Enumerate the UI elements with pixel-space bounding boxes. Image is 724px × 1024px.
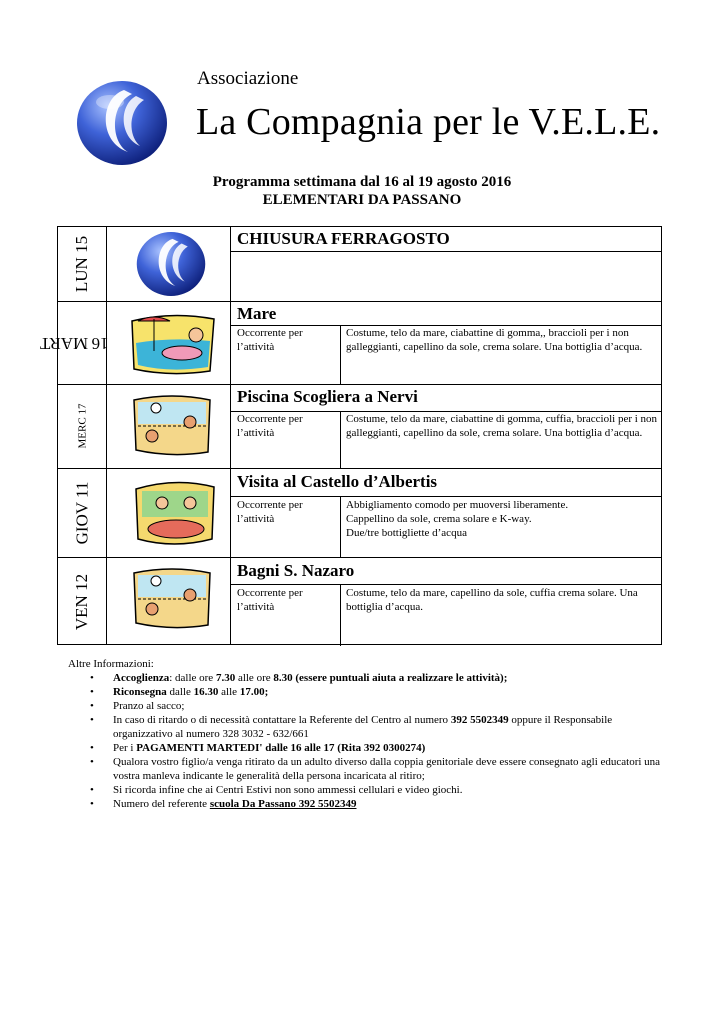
activity-title: Piscina Scogliera a Nervi — [237, 387, 418, 406]
list-item: • Riconsegna dalle 16.30 alle 17.00; — [68, 685, 668, 699]
association-logo-icon — [76, 80, 168, 166]
occorrente-label: Occorrente per l’attività — [237, 413, 303, 439]
other-info-list — [68, 671, 668, 811]
volleyball-icon — [128, 565, 216, 631]
occorrente-label: Occorrente per l’attività — [237, 499, 303, 525]
list-item: • In caso di ritardo o di necessità contattare la Referente del Centro al numero 392 5502349 oppure il Responsabile organizzativo al numero 328 3032 - 632/661 — [68, 713, 668, 741]
program-subtitle: Programma settimana dal 16 al 19 agosto 2016 — [212, 174, 512, 190]
day-label-wednesday: MERC 17 — [76, 403, 88, 449]
list-item: • Accoglienza: dalle ore 7.30 alle ore 8.30 (essere puntuali aiuta a realizzare le attività); — [68, 671, 668, 685]
list-item: • Qualora vostro figlio/a venga ritirato da un adulto diverso dalla coppia genitoriale deve essere consegnato agli educatori una vostra manleva indicante le generalità della persona incaricata al ritiro; — [68, 755, 668, 783]
other-info-section — [68, 657, 668, 811]
activity-description: Costume, telo da mare, ciabattine di gomma, cuffia, braccioli per i non galleggianti, capellino da sole, crema solare. Una bottiglia d’acqua. — [346, 413, 658, 439]
logo-icon — [136, 231, 206, 297]
activity-description: Costume, telo da mare, capellino da sole, cuffia crema solare. Una bottiglia d’acqua. — [346, 587, 638, 613]
picnic-icon — [130, 477, 220, 549]
day-label-monday: LUN 15 — [72, 235, 92, 293]
activity-title: Bagni S. Nazaro — [237, 561, 355, 580]
list-item: • Si ricorda infine che ai Centri Estivi non sono ammessi cellulari e video giochi. — [68, 783, 668, 797]
activity-description: Abbigliamento comodo per muoversi liberamente. Cappellino da sole, crema solare e K-way. Due/tre bottigliette d’acqua — [346, 499, 569, 539]
volleyball-icon — [128, 392, 216, 458]
activity-title: Mare — [237, 304, 277, 323]
day-label-tuesday: MART 16 — [39, 333, 109, 353]
page-title: La Compagnia per le V.E.L.E. — [196, 101, 661, 143]
list-item: • Pranzo al sacco; — [68, 699, 668, 713]
activity-title: CHIUSURA FERRAGOSTO — [237, 229, 450, 248]
other-info-heading: Altre Informazioni: — [68, 658, 154, 670]
day-label-thursday: GIOV 11 — [72, 481, 91, 544]
day-label-friday: VEN 12 — [72, 573, 92, 630]
list-item: • Per i PAGAMENTI MARTEDI' dalle 16 alle 17 (Rita 392 0300274) — [68, 741, 668, 755]
association-label: Associazione — [197, 68, 299, 89]
list-item: • Numero del referente scuola Da Passano 392 5502349 — [68, 797, 668, 811]
schedule-table — [39, 226, 662, 645]
occorrente-label: Occorrente per l’attività — [237, 587, 303, 613]
activity-description: Costume, telo da mare, ciabattine di gomma,, braccioli per i non galleggianti, capellino da sole, crema solare. Una bottiglia d’acqua. — [346, 327, 643, 353]
school-subtitle: ELEMENTARI DA PASSANO — [262, 192, 462, 208]
beach-icon — [126, 311, 220, 377]
activity-title: Visita al Castello d’Albertis — [237, 472, 438, 491]
occorrente-label: Occorrente per l’attività — [237, 327, 303, 353]
